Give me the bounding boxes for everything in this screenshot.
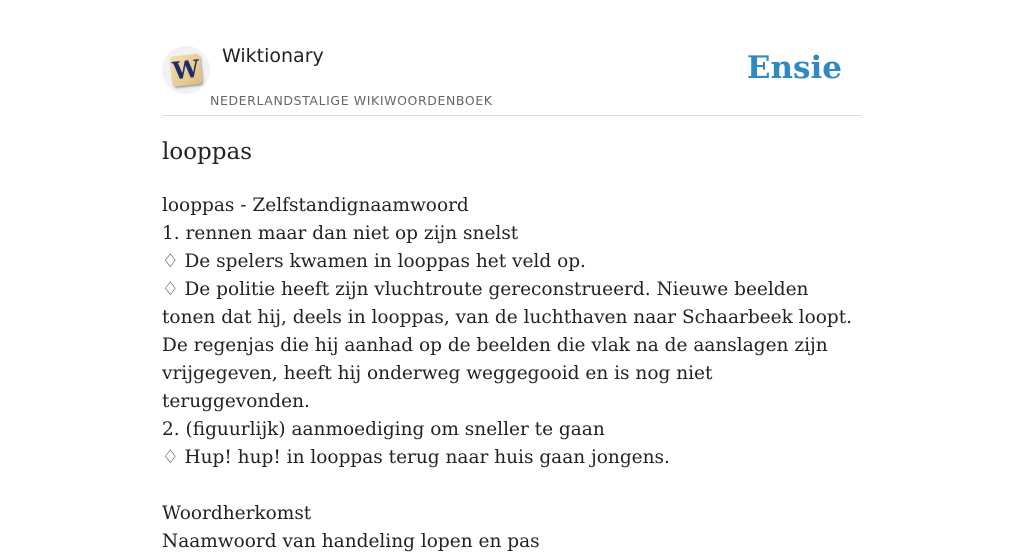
definition-1-example-1: ♢ De spelers kwamen in looppas het veld op.	[162, 251, 586, 272]
site-name[interactable]: Wiktionary	[222, 45, 324, 67]
entry-content	[162, 192, 862, 556]
entry-heading: looppas - Zelfstandignaamwoord	[162, 195, 469, 216]
definition-2: 2. (figuurlijk) aanmoediging om sneller te gaan	[162, 419, 605, 440]
section-spacer	[162, 472, 862, 500]
site-header	[162, 0, 862, 116]
site-subtitle: NEDERLANDSTALIGE WIKIWOORDENBOEK	[210, 93, 493, 108]
etymology-heading: Woordherkomst	[162, 503, 312, 524]
definition-1: 1. rennen maar dan niet op zijn snelst	[162, 223, 519, 244]
etymology-text: Naamwoord van handeling lopen en pas	[162, 531, 540, 552]
wiktionary-logo-icon: W	[171, 53, 201, 86]
ensie-brand-link[interactable]: Ensie	[746, 50, 842, 86]
definition-2-example-1: ♢ Hup! hup! in looppas terug naar huis gaan jongens.	[162, 447, 670, 468]
wiktionary-logo[interactable]	[162, 46, 210, 94]
definition-1-example-2: ♢ De politie heeft zijn vluchtroute gereconstrueerd. Nieuwe beelden tonen dat hij, deels in looppas, van de luchthaven naar Schaarbeek loopt. De regenjas die hij aanhad op de beelden die vlak na de aanslagen zijn vrijgegeven, heeft hij onderweg weggegooid en is nog niet teruggevonden.	[162, 279, 853, 412]
page-title: looppas	[162, 139, 253, 165]
